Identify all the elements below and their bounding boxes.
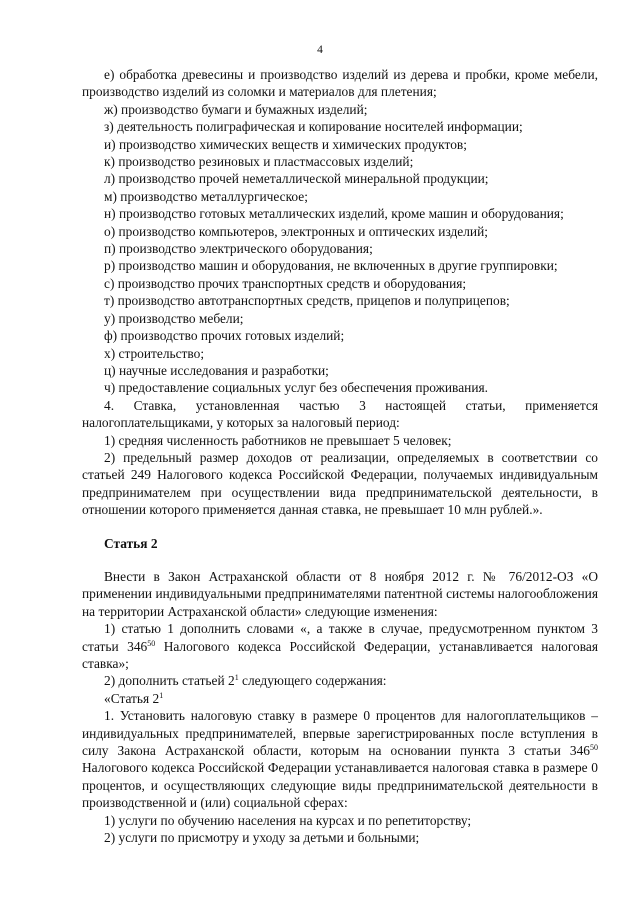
list-item: к) производство резиновых и пластмассовых изделий; bbox=[104, 154, 414, 170]
paragraph-4-item-1: 1) средняя численность работников не превышает 5 человек; bbox=[104, 432, 452, 448]
list-item: л) производство прочей неметаллической минеральной продукции; bbox=[104, 171, 489, 187]
change-item-1-text-b: Налогового кодекса Российской Федерации, устанавливается налоговая ставка»; bbox=[82, 638, 598, 671]
list-item: и) производство химических веществ и химических продуктов; bbox=[104, 136, 467, 152]
change-item-1 bbox=[82, 620, 598, 672]
list-item: ф) производство прочих готовых изделий; bbox=[104, 328, 345, 344]
paragraph-4: 4. Ставка, установленная частью 3 настоящей статьи, применяется налогоплательщиками, у которых за налоговый период: bbox=[82, 397, 598, 431]
superscript: 1 bbox=[159, 690, 164, 700]
document-body bbox=[82, 66, 598, 846]
list-item: ж) производство бумаги и бумажных изделий; bbox=[104, 101, 368, 117]
list-item: х) строительство; bbox=[104, 345, 205, 361]
list-item: з) деятельность полиграфическая и копирование носителей информации; bbox=[104, 119, 523, 135]
paragraph-4-item-2: 2) предельный размер доходов от реализации, определяемых в соответствии со статьей 249 Налогового кодекса Российской Федерации, получаемых индивидуальным предпринимателем при осуществлении вида предпринимательской деятельности, в отношении которого применяется данная ставка, не превышает 10 млн рублей.». bbox=[82, 449, 598, 518]
list-item: н) производство готовых металлических изделий, кроме машин и оборудования; bbox=[104, 206, 564, 222]
new-article-item-1: 1) услуги по обучению населения на курсах и по репетиторству; bbox=[104, 812, 472, 828]
list-item: ч) предоставление социальных услуг без обеспечения проживания. bbox=[104, 380, 488, 396]
new-article-title-text: «Статья 2 bbox=[104, 690, 160, 706]
new-article-item-2: 2) услуги по присмотру и уходу за детьми и больными; bbox=[104, 830, 420, 846]
list-item: т) производство автотранспортных средств, прицепов и полуприцепов; bbox=[104, 293, 510, 309]
list-item: ц) научные исследования и разработки; bbox=[104, 362, 329, 378]
superscript: 1 bbox=[234, 673, 239, 683]
article-2-intro: Внести в Закон Астраханской области от 8 ноября 2012 г. № 76/2012-ОЗ «О применении индивидуальными предпринимателями патентной системы налогообложения на территории Астраханской области» следующие изменения: bbox=[82, 568, 598, 619]
list-item: м) производство металлургическое; bbox=[104, 188, 308, 204]
list-item: е) обработка древесины и производство изделий из дерева и пробки, кроме мебели, производство изделий из соломки и материалов для плетения; bbox=[82, 67, 598, 100]
new-article-title bbox=[82, 690, 598, 707]
page-number: 4 bbox=[317, 44, 323, 56]
list-item: о) производство компьютеров, электронных и оптических изделий; bbox=[104, 223, 488, 239]
new-article-paragraph-1-text-a: 1. Установить налоговую ставку в размере 0 процентов для налогоплательщиков – индивидуальных предпринимателей, впервые зарегистрированных после вступления в силу Закона Астраханской области, которым на основании пункта 3 статьи 346 bbox=[82, 708, 598, 759]
new-article-paragraph-1 bbox=[82, 707, 598, 811]
article-2-heading: Статья 2 bbox=[104, 535, 158, 551]
new-article-paragraph-1-text-b: Налогового кодекса Российской Федерации устанавливается налоговая ставка в размере 0 процентов, и осуществляющих следующие виды предпринимательской деятельности в производственной и (или) социальной сферах: bbox=[82, 760, 598, 811]
change-item-2-text-a: 2) дополнить статьей 2 bbox=[104, 673, 235, 689]
superscript: 50 bbox=[147, 638, 156, 648]
list-item: п) производство электрического оборудования; bbox=[104, 241, 373, 257]
list-item: у) производство мебели; bbox=[104, 310, 244, 326]
change-item-2-text-b: следующего содержания: bbox=[238, 673, 387, 689]
change-item-1-text-a: 1) статью 1 дополнить словами «, а также в случае, предусмотренном пунктом 3 статьи 346 bbox=[82, 621, 598, 654]
list-item: р) производство машин и оборудования, не включенных в другие группировки; bbox=[104, 258, 558, 274]
list-item: с) производство прочих транспортных средств и оборудования; bbox=[104, 275, 467, 291]
superscript: 50 bbox=[590, 743, 598, 753]
change-item-2 bbox=[82, 672, 598, 689]
